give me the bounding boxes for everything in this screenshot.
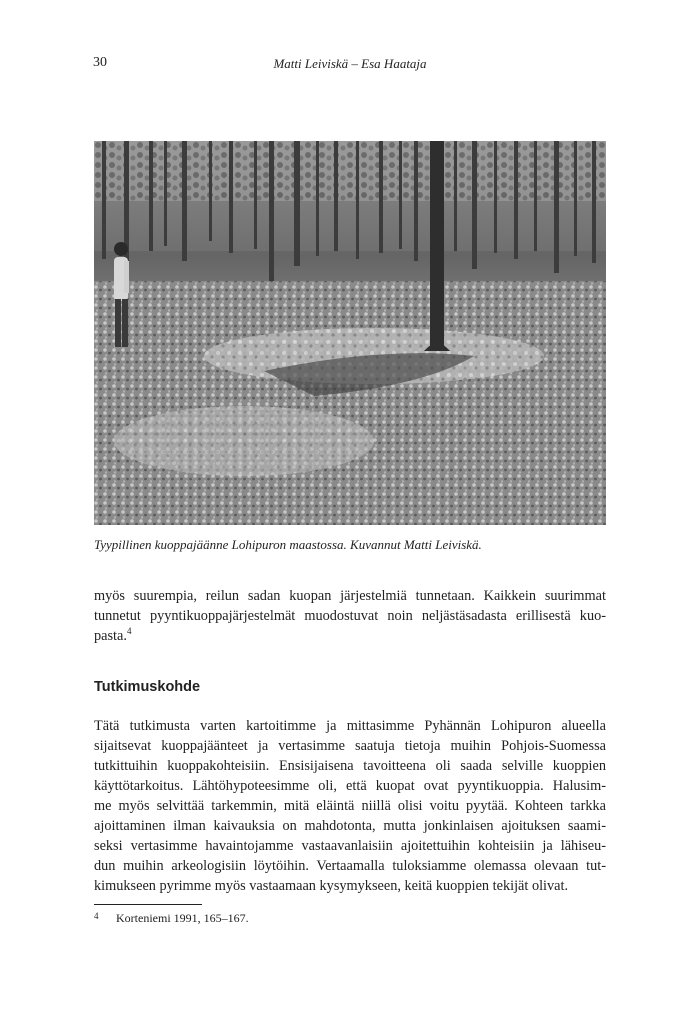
section-heading: Tutkimuskohde <box>94 679 201 695</box>
page-number: 30 <box>93 55 107 70</box>
text-line <box>94 626 606 646</box>
text-line: sijaitsevat kuoppajäänteet ja vertasimme saatuja tietoja muihin Pohjois-Suomessa <box>94 738 606 754</box>
forest-photo <box>94 141 606 525</box>
text-line: myös suurempia, reilun sadan kuopan järjestelmiä tunnetaan. Kaikkein suurimmat <box>94 588 606 604</box>
text-line: tutkittuihin kuoppakohteisiin. Ensisijaisena tavoitteena oli saada selville kuoppien <box>94 758 606 774</box>
forest-photo-illustration <box>94 141 606 525</box>
footnote-divider <box>94 904 202 905</box>
footnote-number: 4 <box>94 911 99 921</box>
body-paragraph-1 <box>94 586 606 646</box>
text-line-content: pasta. <box>94 628 127 644</box>
text-line: me myös selvittää tarkemmin, mitä eläintä niillä olisi voitu pyytää. Kohteen tarkka <box>94 798 606 814</box>
running-head: Matti Leiviskä – Esa Haataja <box>273 56 427 71</box>
text-line: tunnetut pyyntikuoppajärjestelmät muodostuvat noin neljästäsadasta erillisestä kuo- <box>94 608 606 624</box>
text-line: Tätä tutkimusta varten kartoitimme ja mittasimme Pyhännän Lohipuron alueella <box>94 718 606 734</box>
text-line: ajoittaminen ilman kaivauksia on mahdotonta, mutta jonkinlaisen ajoituksen saami- <box>94 818 606 834</box>
text-line: dun muihin arkeologisiin löytöihin. Vertaamalla tuloksiamme olemassa olevaan tut- <box>94 858 606 874</box>
body-paragraph-2 <box>94 716 606 896</box>
footnote <box>94 911 249 926</box>
footnote-reference[interactable]: 4 <box>126 626 132 637</box>
text-line: kimukseen pyrimme myös vastaamaan kysymykseen, keitä kuoppien tekijät olivat. <box>94 878 569 894</box>
text-line: seksi vertasimme havaintojamme vastaavanlaisiin ajoitettuihin kohteisiin ja lähiseu- <box>94 838 606 854</box>
figure-caption: Tyypillinen kuoppajäänne Lohipuron maastossa. Kuvannut Matti Leiviskä. <box>94 537 482 552</box>
footnote-text: Korteniemi 1991, 165–167. <box>116 911 249 925</box>
text-line: käyttötarkoitus. Lähtöhypoteesimme oli, että kuopat ovat pyyntikuoppia. Halusim- <box>94 778 606 794</box>
